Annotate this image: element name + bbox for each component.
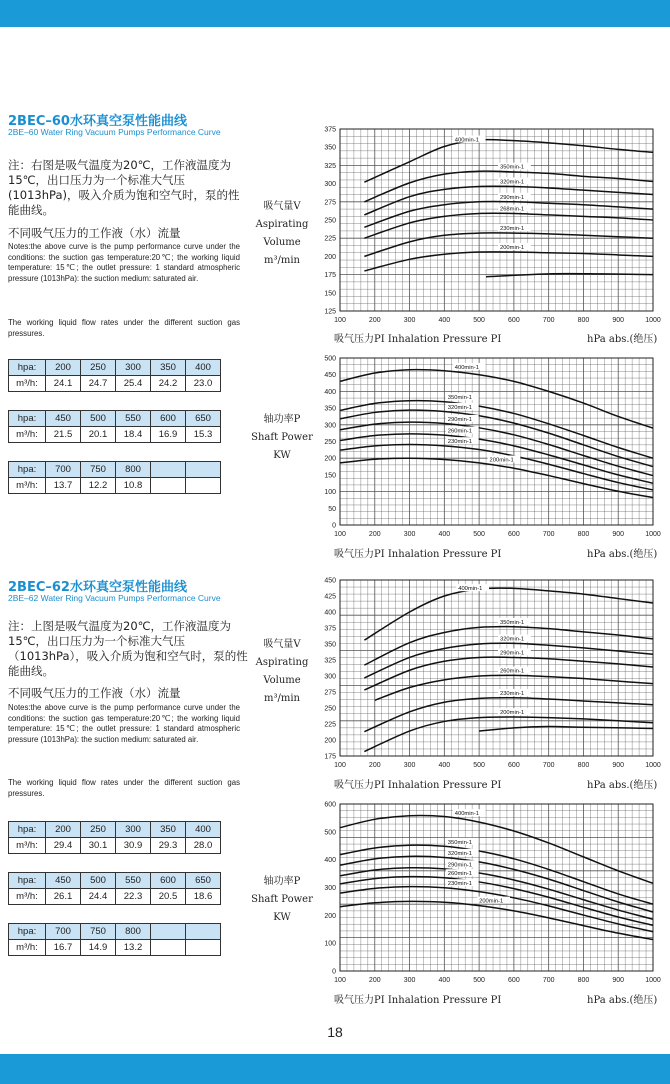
series-line: [364, 252, 653, 271]
x-tick-label: 1000: [645, 762, 661, 769]
y-tick-label: 450: [324, 577, 336, 585]
y-tick-label: 100: [324, 940, 336, 948]
series-label: 290min-1: [447, 416, 472, 423]
table-cell: 450: [46, 873, 81, 889]
x-tick-label: 500: [473, 531, 485, 538]
label-line: m³/min: [264, 255, 300, 266]
series-label: 290min-1: [499, 650, 525, 657]
table-cell: 18.6: [186, 889, 221, 905]
table-header-cell: m³/h:: [9, 838, 46, 854]
table-cell: 16.7: [46, 940, 81, 956]
chart-2bec62-aspirating: [300, 573, 670, 775]
series-label: 230min-1: [499, 226, 525, 233]
series-label: 200min-1: [499, 710, 525, 717]
table-cell: 20.5: [151, 889, 186, 905]
table-cell: 500: [81, 411, 116, 427]
y-tick-label: 500: [324, 355, 336, 363]
series-label: 400min-1: [454, 364, 479, 371]
x-tick-label: 800: [577, 977, 590, 984]
table-cell: 12.2: [81, 478, 116, 494]
y-tick-label: 0: [332, 522, 336, 530]
y-tick-label: 300: [324, 885, 336, 892]
series-line: [364, 627, 653, 666]
x-tick-label: 700: [542, 977, 555, 984]
table-cell: [151, 940, 186, 956]
y-tick-label: 100: [324, 489, 336, 497]
y-tick-label: 225: [324, 235, 336, 243]
y-tick-label: 500: [324, 829, 336, 837]
table-cell: 550: [116, 873, 151, 889]
table-cell: 21.5: [46, 427, 81, 443]
section2-note-en2: The working liquid flow rates under the different suction gas pressures.: [8, 778, 240, 798]
x-tick-label: 600: [508, 531, 520, 538]
series-label: 320min-1: [499, 179, 525, 186]
table-cell: 30.1: [81, 838, 116, 854]
table-cell: 400: [186, 822, 221, 838]
x-tick-label: 800: [577, 762, 590, 769]
table-cell: 650: [186, 873, 221, 889]
table-cell: 23.0: [186, 376, 221, 392]
y-tick-label: 300: [324, 181, 336, 189]
y-tick-label: 375: [324, 625, 336, 633]
table-cell: 750: [81, 462, 116, 478]
x-tick-label: 1000: [645, 977, 661, 984]
series-label: 200min-1: [489, 457, 514, 464]
label-line: Volume: [263, 675, 301, 686]
page-number: 18: [327, 1024, 343, 1040]
plot-frame: [340, 129, 653, 311]
section2-note-cn2: 不同吸气压力的工作液（水）流量: [8, 686, 181, 700]
series-label: 260min-1: [447, 871, 472, 878]
table-header-cell: hpa:: [9, 822, 46, 838]
table-cell: [151, 924, 186, 940]
table-cell: 13.2: [116, 940, 151, 956]
series-label: 320min-1: [447, 404, 472, 411]
label-line: 吸气量V: [263, 639, 301, 650]
x-tick-label: 400: [438, 762, 451, 769]
chart1-xlabel: 吸气压力PI Inhalation Pressure PI: [334, 334, 502, 345]
series-label: 260min-1: [499, 668, 525, 675]
x-tick-label: 400: [438, 317, 451, 324]
x-tick-label: 700: [542, 531, 555, 538]
top-blue-band: [0, 0, 670, 27]
series-line: [340, 422, 653, 475]
table-cell: 800: [116, 462, 151, 478]
table-cell: 200: [46, 822, 81, 838]
y-tick-label: 375: [324, 126, 336, 134]
table-cell: 250: [81, 822, 116, 838]
section1-note-en: Notes:the above curve is the pump performance curve under the conditions: the suction gas temperature:20℃; the working liquid temperature: 15℃; the outlet pressure: 1 standard atmospheric pressure (1013hPa): the suction medium: saturated air.: [8, 242, 240, 284]
section1-flow-table-1: [8, 359, 221, 392]
table-header-cell: hpa:: [9, 411, 46, 427]
table-cell: 600: [151, 411, 186, 427]
section2-flow-table-1: [8, 821, 221, 854]
table-cell: [151, 478, 186, 494]
section1-flow-table-2: [8, 410, 221, 443]
series-line: [479, 727, 653, 731]
table-cell: 600: [151, 873, 186, 889]
x-tick-label: 700: [542, 317, 555, 324]
section2-title-cn: 2BEC–62水环真空泵性能曲线: [8, 580, 187, 595]
x-tick-label: 500: [473, 977, 485, 984]
section1-title-en: 2BE–60 Water Ring Vacuum Pumps Performance Curve: [8, 127, 221, 137]
x-tick-label: 200: [368, 531, 381, 538]
x-tick-label: 900: [612, 762, 625, 769]
label-line: 轴功率P: [263, 414, 301, 425]
x-tick-label: 1000: [645, 531, 661, 538]
series-line: [364, 588, 653, 640]
section2-note-cn: 注：上图是吸气温度为20℃，工作液温度为15℃，出口压力为一个标准大气压（1013hPa），吸入介质为饱和空气时，泵的性能曲线。: [8, 619, 248, 678]
x-tick-label: 100: [334, 531, 346, 538]
y-tick-label: 200: [324, 737, 336, 745]
y-tick-label: 0: [332, 968, 336, 976]
table-cell: 250: [81, 360, 116, 376]
x-tick-label: 1000: [645, 317, 661, 324]
y-tick-label: 325: [324, 162, 336, 170]
table-cell: 24.2: [151, 376, 186, 392]
table-cell: 350: [151, 360, 186, 376]
y-tick-label: 400: [324, 609, 336, 617]
series-label: 350min-1: [447, 395, 472, 402]
table-cell: 750: [81, 924, 116, 940]
label-line: Shaft Power: [251, 894, 313, 905]
section1-note-en2: The working liquid flow rates under the different suction gas pressures.: [8, 318, 240, 338]
table-cell: 20.1: [81, 427, 116, 443]
series-label: 268min-1: [499, 206, 525, 213]
y-tick-label: 175: [324, 272, 336, 280]
label-line: Aspirating: [255, 219, 309, 230]
x-tick-label: 300: [403, 762, 416, 769]
x-tick-label: 900: [612, 317, 625, 324]
y-tick-label: 275: [324, 689, 336, 697]
series-line: [364, 717, 653, 752]
chart-2bec62-shaft-power: [300, 797, 670, 990]
section2-flow-table-3: [8, 923, 221, 956]
series-label: 260min-1: [447, 428, 472, 435]
table-cell: 14.9: [81, 940, 116, 956]
x-tick-label: 100: [334, 762, 346, 769]
table-header-cell: hpa:: [9, 462, 46, 478]
x-tick-label: 600: [508, 317, 520, 324]
chart4-xunit: hPa abs.(绝压): [587, 995, 658, 1006]
chart2-xlabel: 吸气压力PI Inhalation Pressure PI: [334, 549, 502, 560]
x-tick-label: 600: [508, 762, 520, 769]
y-tick-label: 225: [324, 721, 336, 729]
series-label: 230min-1: [447, 881, 472, 888]
table-header-cell: hpa:: [9, 873, 46, 889]
table-header-cell: hpa:: [9, 360, 46, 376]
y-tick-label: 50: [328, 505, 336, 513]
series-line: [340, 845, 653, 904]
table-header-cell: hpa:: [9, 924, 46, 940]
x-tick-label: 300: [403, 317, 416, 324]
chart-2bec60-aspirating: [300, 122, 670, 330]
label-line: Shaft Power: [251, 432, 313, 443]
x-tick-label: 300: [403, 531, 416, 538]
table-cell: 22.3: [116, 889, 151, 905]
x-tick-label: 800: [577, 317, 590, 324]
chart-2bec60-shaft-power: [300, 351, 670, 544]
series-label: 350min-1: [499, 164, 525, 171]
table-cell: 18.4: [116, 427, 151, 443]
table-cell: 350: [151, 822, 186, 838]
y-tick-label: 350: [324, 144, 336, 152]
table-header-cell: m³/h:: [9, 940, 46, 956]
series-label: 400min-1: [454, 137, 479, 144]
chart3-xunit: hPa abs.(绝压): [587, 780, 658, 791]
table-cell: 10.8: [116, 478, 151, 494]
table-cell: 650: [186, 411, 221, 427]
x-tick-label: 100: [334, 317, 346, 324]
label-line: KW: [273, 450, 291, 461]
y-tick-label: 400: [324, 388, 336, 396]
table-cell: 26.1: [46, 889, 81, 905]
y-tick-label: 150: [324, 290, 336, 298]
x-tick-label: 600: [508, 977, 520, 984]
table-cell: 400: [186, 360, 221, 376]
series-label: 200min-1: [499, 245, 525, 252]
y-tick-label: 250: [324, 217, 336, 225]
section2-note-en: Notes:the above curve is the pump performance curve under the conditions: the suction gas temperature:20℃; the working liquid temperature: 15℃; the outlet pressure: 1 standard atmospheric pressure (1013hPa): the suction medium: saturated air.: [8, 703, 240, 745]
table-cell: [186, 462, 221, 478]
table-cell: [186, 478, 221, 494]
chart4-xlabel: 吸气压力PI Inhalation Pressure PI: [334, 995, 502, 1006]
table-cell: [151, 462, 186, 478]
y-tick-label: 250: [324, 705, 336, 713]
table-cell: 700: [46, 924, 81, 940]
label-line: 轴功率P: [263, 876, 301, 887]
table-header-cell: m³/h:: [9, 376, 46, 392]
series-line: [340, 401, 653, 459]
series-label: 290min-1: [499, 194, 525, 201]
series-label: 350min-1: [447, 839, 472, 846]
table-cell: 500: [81, 873, 116, 889]
y-tick-label: 400: [324, 857, 336, 865]
x-tick-label: 800: [577, 531, 590, 538]
chart1-xunit: hPa abs.(绝压): [587, 334, 658, 345]
table-cell: 13.7: [46, 478, 81, 494]
y-tick-label: 350: [324, 641, 336, 649]
table-cell: 24.1: [46, 376, 81, 392]
table-cell: 16.9: [151, 427, 186, 443]
series-label: 290min-1: [447, 862, 472, 869]
x-tick-label: 400: [438, 977, 451, 984]
table-cell: 800: [116, 924, 151, 940]
x-tick-label: 200: [368, 762, 381, 769]
table-cell: 30.9: [116, 838, 151, 854]
chart2-xunit: hPa abs.(绝压): [587, 549, 658, 560]
x-tick-label: 900: [612, 977, 625, 984]
series-label: 230min-1: [447, 439, 472, 446]
y-tick-label: 450: [324, 372, 336, 380]
x-tick-label: 300: [403, 977, 416, 984]
table-cell: 25.4: [116, 376, 151, 392]
y-tick-label: 325: [324, 657, 336, 665]
x-tick-label: 500: [473, 317, 485, 324]
table-cell: 450: [46, 411, 81, 427]
y-tick-label: 200: [324, 912, 336, 920]
series-label: 200min-1: [479, 898, 504, 905]
x-tick-label: 200: [368, 977, 381, 984]
table-header-cell: m³/h:: [9, 478, 46, 494]
series-label: 400min-1: [458, 586, 483, 593]
y-tick-label: 425: [324, 593, 336, 601]
series-label: 320min-1: [499, 636, 525, 643]
section1-flow-table-3: [8, 461, 221, 494]
table-cell: [186, 924, 221, 940]
table-cell: 29.4: [46, 838, 81, 854]
y-tick-label: 150: [324, 472, 336, 480]
x-tick-label: 100: [334, 977, 346, 984]
y-tick-label: 200: [324, 253, 336, 261]
x-tick-label: 400: [438, 531, 451, 538]
series-line: [340, 868, 653, 920]
table-cell: 550: [116, 411, 151, 427]
label-line: Aspirating: [255, 657, 309, 668]
table-cell: 700: [46, 462, 81, 478]
y-tick-label: 250: [324, 439, 336, 446]
section1-note-cn2: 不同吸气压力的工作液（水）流量: [8, 226, 181, 240]
label-line: 吸气量V: [263, 201, 301, 212]
table-cell: 24.4: [81, 889, 116, 905]
x-tick-label: 900: [612, 531, 625, 538]
series-label: 320min-1: [447, 850, 472, 857]
chart3-xlabel: 吸气压力PI Inhalation Pressure PI: [334, 780, 502, 791]
table-header-cell: m³/h:: [9, 427, 46, 443]
table-cell: 29.3: [151, 838, 186, 854]
series-line: [364, 137, 653, 183]
series-label: 350min-1: [499, 619, 525, 626]
y-tick-label: 175: [324, 753, 336, 761]
series-label: 230min-1: [499, 691, 525, 698]
table-cell: 300: [116, 822, 151, 838]
table-cell: 200: [46, 360, 81, 376]
y-tick-label: 125: [324, 308, 336, 316]
x-tick-label: 700: [542, 762, 555, 769]
x-tick-label: 500: [473, 762, 485, 769]
series-line: [340, 887, 653, 932]
y-tick-label: 600: [324, 801, 336, 809]
table-cell: [186, 940, 221, 956]
label-line: m³/min: [264, 693, 300, 704]
section2-title-en: 2BE–62 Water Ring Vacuum Pumps Performance Curve: [8, 593, 221, 603]
table-cell: 300: [116, 360, 151, 376]
section1-note-cn: 注：右图是吸气温度为20℃，工作液温度为15℃，出口压力为一个标准大气压(1013hPa)，吸入介质为饱和空气时，泵的性能曲线。: [8, 158, 240, 217]
label-line: KW: [273, 912, 291, 923]
series-line: [340, 815, 653, 883]
y-tick-label: 300: [324, 422, 336, 430]
x-tick-label: 200: [368, 317, 381, 324]
section1-title-cn: 2BEC–60水环真空泵性能曲线: [8, 114, 187, 129]
table-cell: 28.0: [186, 838, 221, 854]
label-line: Volume: [263, 237, 301, 248]
series-label: 400min-1: [454, 811, 479, 818]
table-cell: 24.7: [81, 376, 116, 392]
series-line: [340, 445, 653, 490]
y-tick-label: 275: [324, 199, 336, 207]
y-tick-label: 350: [324, 405, 336, 413]
bottom-blue-band: [0, 1054, 670, 1084]
table-header-cell: m³/h:: [9, 889, 46, 905]
y-tick-label: 200: [324, 455, 336, 463]
section2-flow-table-2: [8, 872, 221, 905]
y-tick-label: 300: [324, 673, 336, 681]
table-cell: 15.3: [186, 427, 221, 443]
